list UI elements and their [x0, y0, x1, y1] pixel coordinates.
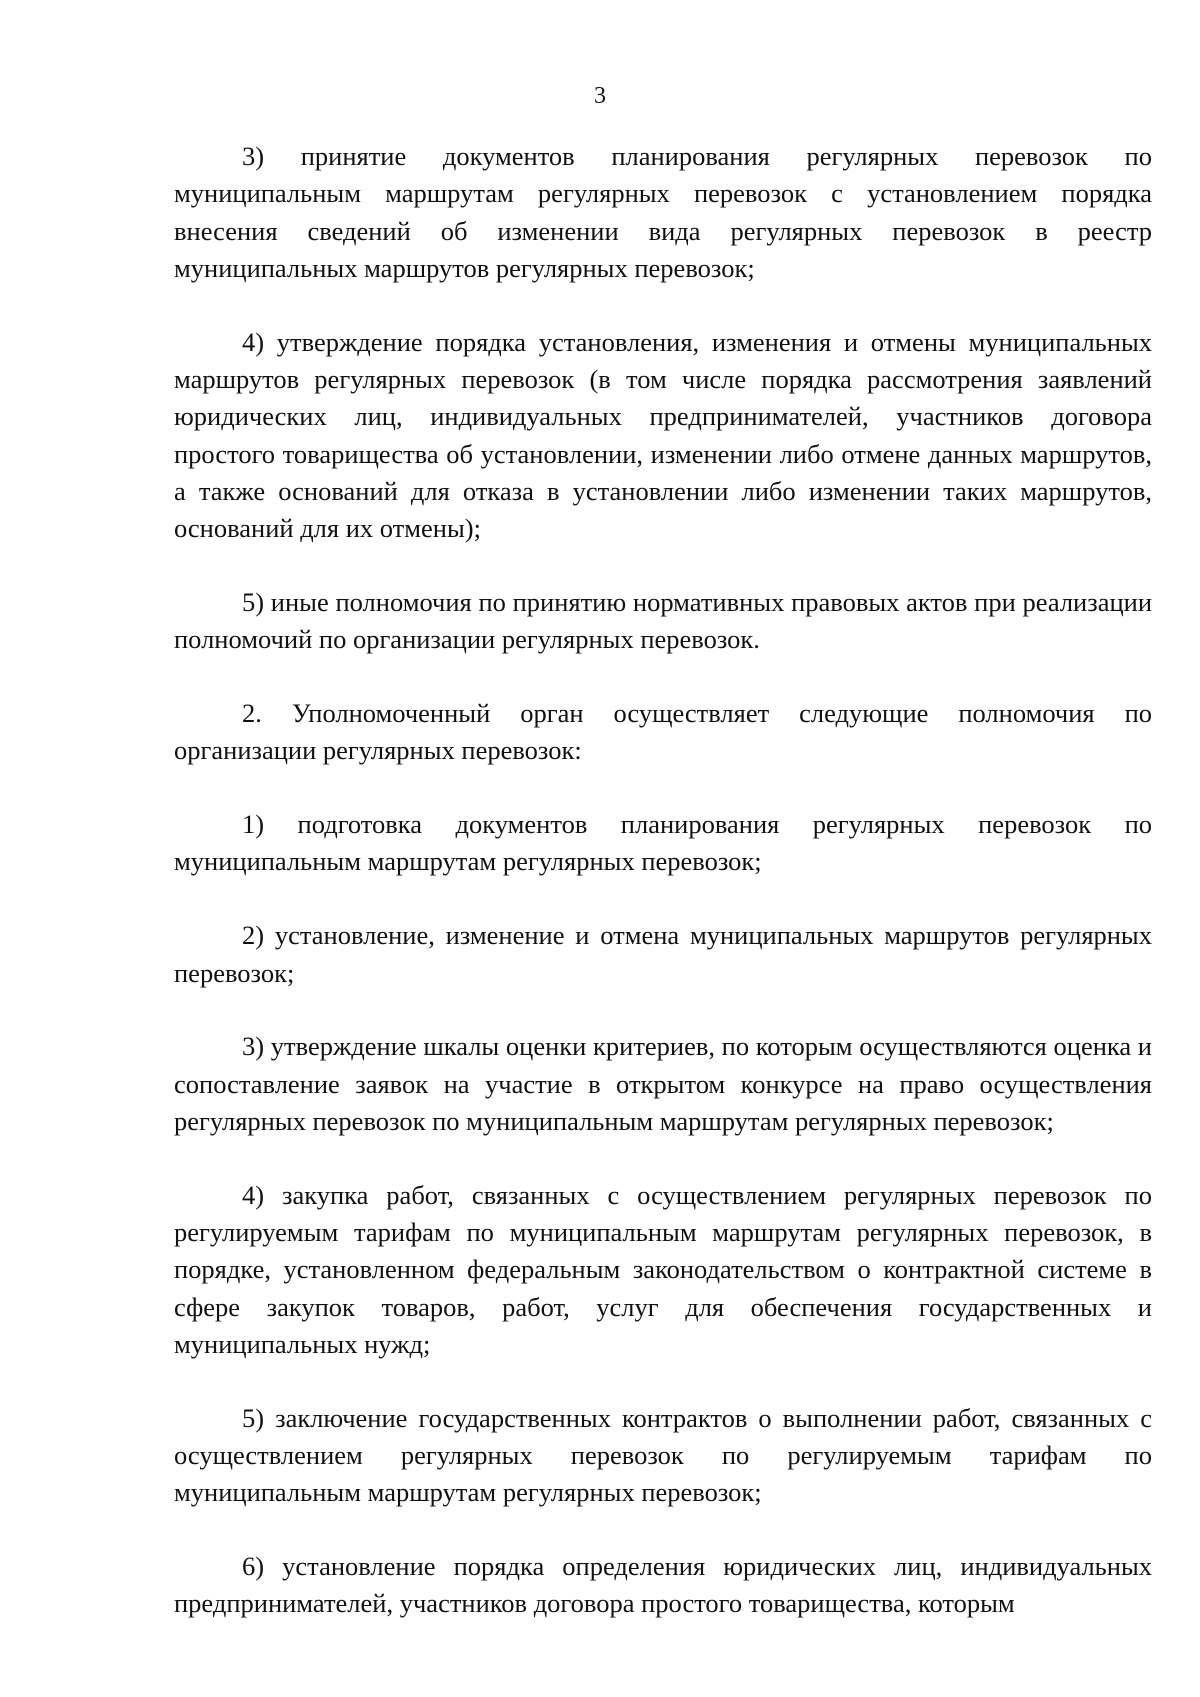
document-body [174, 138, 1152, 1623]
page-number: 3 [594, 83, 606, 109]
paragraph-item-2-route-establishment: 2) установление, изменение и отмена муниципальных маршрутов регулярных перевозок; [174, 920, 1152, 988]
paragraph-section-2-authorized-body: 2. Уполномоченный орган осуществляет следующие полномочия по организации регулярных перевозок: [174, 698, 1152, 766]
paragraph-item-4-approval-route-procedure: 4) утверждение порядка установления, изменения и отмены муниципальных маршрутов регулярных перевозок (в том числе порядка рассмотрения заявлений юридических лиц, индивидуальных предпринимателей, участников договора простого товарищества об установлении, изменении либо отмене данных маршрутов, а также оснований для отказа в установлении либо изменении таких маршрутов, оснований для их отмены); [174, 326, 1152, 544]
paragraph-item-6-determination-procedure: 6) установление порядка определения юридических лиц, индивидуальных предпринимателей, участников договора простого товарищества, которым [174, 1551, 1152, 1619]
paragraph-item-5-contracts: 5) заключение государственных контрактов о выполнении работ, связанных с осуществлением регулярных перевозок по регулируемым тарифам по муниципальным маршрутам регулярных перевозок; [174, 1402, 1152, 1508]
paragraph-item-3-adoption-planning-documents: 3) принятие документов планирования регулярных перевозок по муниципальным маршрутам регулярных перевозок с установлением порядка внесения сведений об изменении вида регулярных перевозок в реестр муниципальных маршрутов регулярных перевозок; [174, 141, 1152, 283]
paragraph-item-1-preparation-documents: 1) подготовка документов планирования регулярных перевозок по муниципальным маршрутам регулярных перевозок; [174, 809, 1152, 877]
paragraph-item-3-criteria-scale: 3) утверждение шкалы оценки критериев, по которым осуществляются оценка и сопоставление заявок на участие в открытом конкурсе на право осуществления регулярных перевозок по муниципальным маршрутам регулярных перевозок; [174, 1031, 1152, 1136]
paragraph-item-5-other-powers: 5) иные полномочия по принятию нормативных правовых актов при реализации полномочий по организации регулярных перевозок. [174, 586, 1152, 655]
paragraph-item-4-procurement: 4) закупка работ, связанных с осуществлением регулярных перевозок по регулируемым тарифам по муниципальным маршрутам регулярных перевозок, в порядке, установленном федеральным законодательством о контрактной системе в сфере закупок товаров, работ, услуг для обеспечения государственных и муниципальных нужд; [174, 1179, 1152, 1359]
